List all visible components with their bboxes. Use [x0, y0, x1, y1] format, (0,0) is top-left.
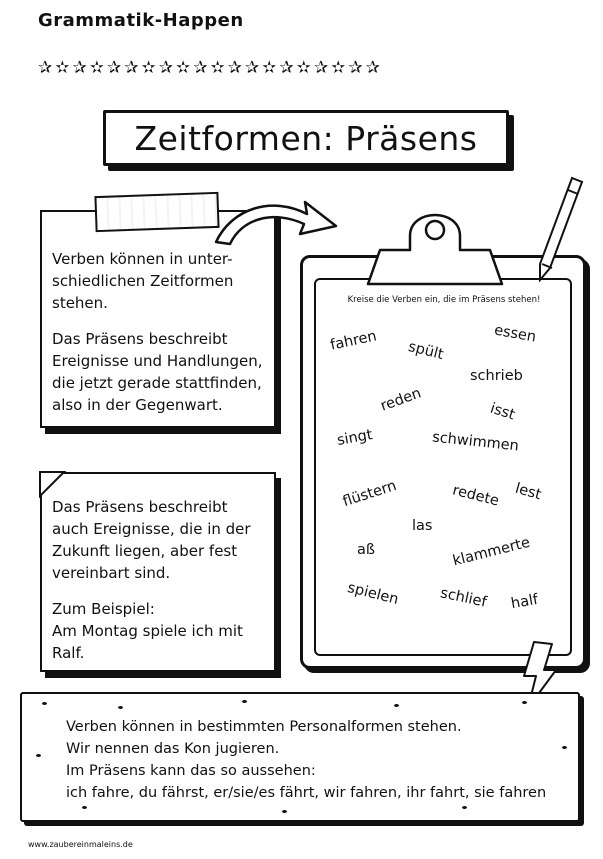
pencil-icon — [528, 172, 588, 282]
verb-word[interactable]: lest — [513, 480, 543, 504]
note2-example-text: Am Montag spiele ich mit Ralf. — [52, 622, 243, 662]
verb-word[interactable]: reden — [378, 385, 424, 415]
note1-paragraph-2: Das Präsens beschreibt Ereignisse und Handlungen, die jetzt gerade stattfinden, also in der Gegenwart. — [52, 330, 263, 414]
verb-word[interactable]: klammerte — [451, 534, 532, 570]
note1-paragraph-1: Verben können in unter-schiedlichen Zeitformen stehen. — [52, 250, 234, 312]
info-note-future — [40, 472, 276, 672]
verb-word[interactable]: flüstern — [340, 477, 399, 511]
verb-word[interactable]: aß — [357, 542, 376, 558]
folded-corner-icon — [30, 460, 70, 500]
clipboard-clip-icon — [360, 200, 510, 286]
curved-arrow-icon — [212, 188, 342, 248]
verb-word[interactable]: singt — [335, 427, 374, 449]
bottom-line-4: ich fahre, du fährst, er/sie/es fährt, wir fahren, ihr fahrt, sie fahren — [66, 785, 547, 801]
verb-word[interactable]: las — [412, 518, 433, 534]
tape-icon — [94, 192, 219, 232]
verb-word[interactable]: half — [509, 591, 540, 613]
bottom-line-2: Wir nennen das Kon jugieren. — [66, 741, 280, 757]
bottom-line-1: Verben können in bestimmten Personalformen stehen. — [66, 719, 462, 735]
verb-word[interactable]: schlief — [438, 585, 488, 611]
verb-word[interactable]: isst — [488, 400, 517, 424]
note2-example-label: Zum Beispiel: — [52, 600, 155, 618]
page-title: Zeitformen: Präsens — [103, 110, 509, 166]
verb-word[interactable]: schwimmen — [431, 429, 520, 455]
worksheet-series-title: Grammatik-Happen — [38, 10, 244, 31]
verb-word[interactable]: essen — [492, 322, 538, 346]
conjugation-info-box — [20, 692, 580, 822]
verb-word[interactable]: spült — [406, 338, 446, 364]
note2-paragraph-1: Das Präsens beschreibt auch Ereignisse, die in der Zukunft liegen, aber fest vereinbart sind. — [52, 498, 251, 582]
verb-word[interactable]: spielen — [345, 579, 401, 609]
footer-url: www.zaubereinmaleins.de — [28, 840, 133, 849]
verb-word[interactable]: schrieb — [470, 368, 523, 384]
verb-word[interactable]: fahren — [328, 328, 379, 354]
verb-word[interactable]: redete — [450, 482, 501, 510]
star-border-icon: ✰✫✰✫✰✰✫✰✫✰✫✰✰✫✰✫✰✫✰✰ — [38, 58, 383, 78]
clipboard-instruction: Kreise die Verben ein, die im Präsens stehen! — [347, 295, 541, 305]
bottom-line-3: Im Präsens kann das so aussehen: — [66, 763, 316, 779]
note2-example — [52, 598, 264, 664]
